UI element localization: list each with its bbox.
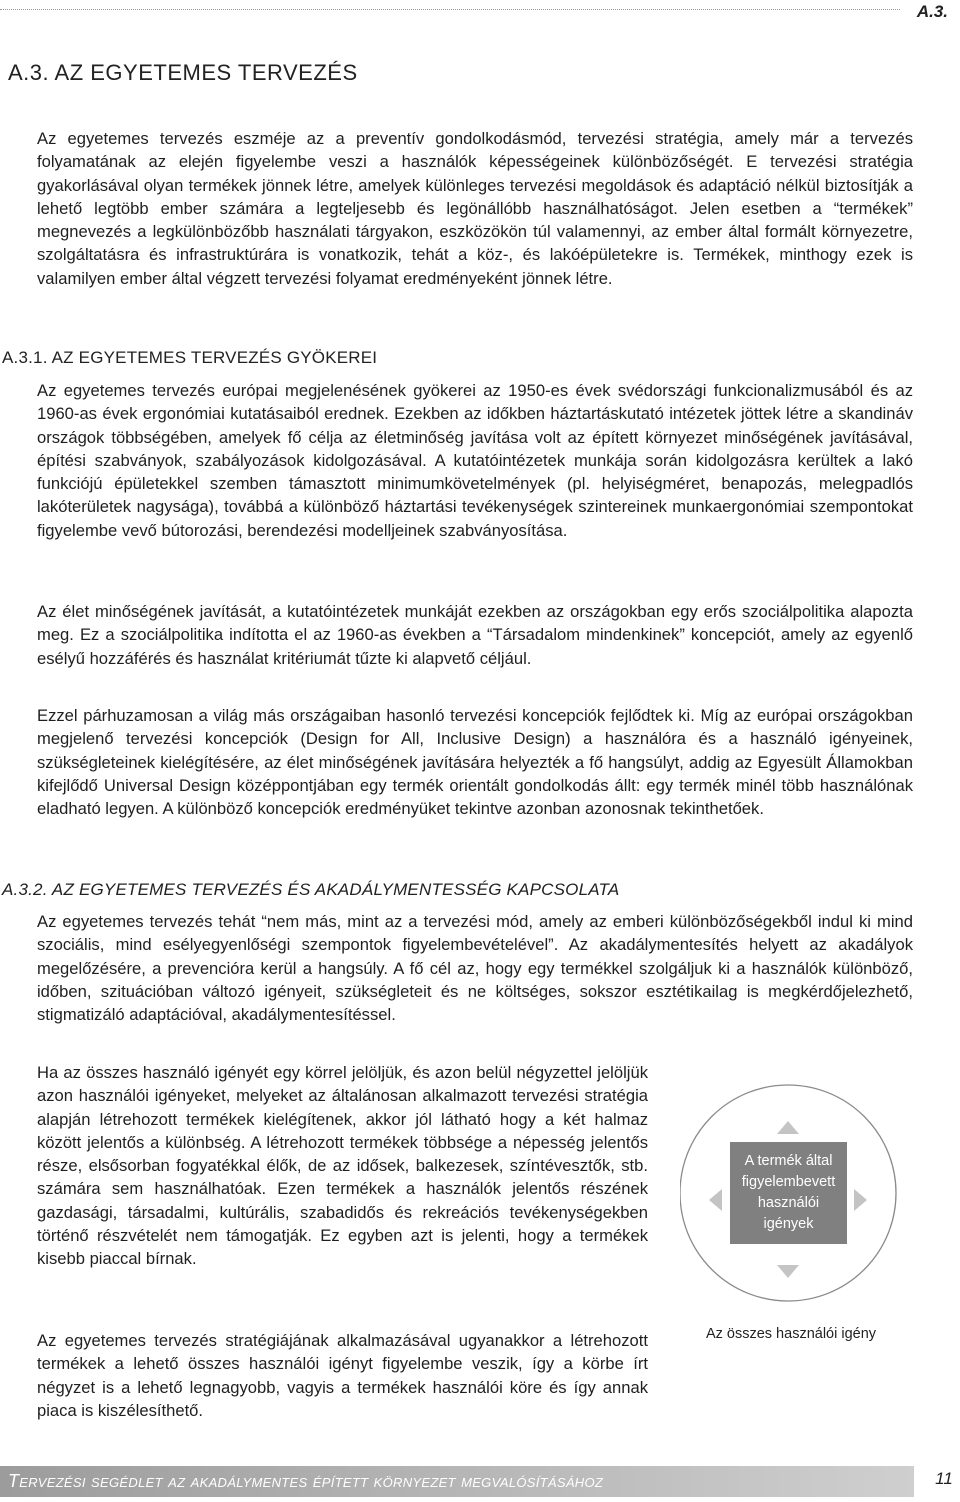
chapter-title: A.3. AZ EGYETEMES TERVEZÉS bbox=[8, 60, 358, 85]
section-heading-accessibility: A.3.2. AZ EGYETEMES TERVEZÉS ÉS AKADÁLYMENTESSÉG KAPCSOLATA bbox=[2, 880, 620, 899]
intro-paragraph: Az egyetemes tervezés eszméje az a preventív gondolkodásmód, tervezési stratégia, amely már a tervezés folyamatának az elején figyelembe veszi a használók képességeinek különbözőségét. E tervezési stratégia gyakorlásával olyan termékek jönnek létre, amelyek különleges tervezési megoldások és adaptáció nélkül biztosítják a lehető legtöbb ember számára a legteljesebb és legönállóbb használhatóságot. Jelen esetben a “termékek” megnevezés a legkülönbözőbb használati tárgyakon, eszközökön túl valamennyi, az ember által formált környezetre, szolgáltatásra és infrastruktúrára is vonatkozik, tehát a köz-, és lakóépületekre is. Termékek, minthogy ezek is valamilyen ember által végzett tervezési folyamat eredményeként jönnek létre. bbox=[37, 129, 913, 288]
section-heading-roots: A.3.1. AZ EGYETEMES TERVEZÉS GYÖKEREI bbox=[2, 348, 378, 367]
section1-paragraph-2: Az élet minőségének javítását, a kutatóintézetek munkáját ezekben az országokban egy erős szociálpolitika alapozta meg. Ez a szociálpolitika indította el az 1960-as években a “Társadalom mindenkinek” koncepciót, amely az egyenlő esélyű hozzáférés és használat kritériumát tűzte ki alapvető céljául. bbox=[37, 602, 913, 668]
section1-paragraph-3: Ezzel párhuzamosan a világ más országaiban hasonló tervezési koncepciók fejlődtek ki. Míg az európai országokban megjelenő tervezési koncepciók (Design for All, Inclusive Design) a használóra és a használó igényeinek, szükségleteinek kielégítésére, az élet minőségének javítására helyezték a fő hangsúlyt, addig az Egyesült Államokban kifejlődő Universal Design középpontjában egy termék orientált gondolkodás állt: egy termék minél több használónak eladható legyen. A különböző koncepciók eredményüket tekintve azonban azonosnak tekinthetőek. bbox=[37, 706, 913, 819]
section2-paragraph-2: Ha az összes használó igényét egy körrel jelöljük, és azon belül négyzettel jelöljük azon használói igényeket, melyeket az általánosan alkalmazott tervezési stratégia alapján létrehozott termékek kielégítenek, akkor jól látható hogy a két halmaz között jelentős a különbség. A létrehozott termékek többsége a népesség jelentős része, elsősorban fogyatékkal élők, de az idősek, balkezesek, színtévesztők, stb. számára sem használhatóak. Ezen termékek a használók jelentős részének gazdasági, társadalmi, kultúrális, szabadidős és rekreációs tevékenységekben történő részvételét nem támogatják. Ez egyben azt is jelenti, hogy a termékek kisebb piaccal bírnak. bbox=[37, 1063, 648, 1269]
section2-paragraph-1: Az egyetemes tervezés tehát “nem más, mint az a tervezési mód, amely az emberi különbözőségekből indul ki mind szociális, mind esélyegyenlőségi szempontok figyelembevételével”. Az akadálymentesítés helyett az akadályok megelőzésére, a prevencióra kerül a hangsúly. A fő cél az, hogy egy termékkel szolgáljuk ki a használók különböző, időben, szituációban változó igényeit, szükségleteit és ne költséges, sokszor esztétikailag is megkérdőjelezhető, stigmatizáló adaptációval, akadálymentesítéssel. bbox=[37, 912, 913, 1025]
running-head: A.3. bbox=[916, 2, 948, 21]
section1-paragraph-1: Az egyetemes tervezés európai megjelenésének gyökerei az 1950-es évek svédországi funkcionalizmusából és az 1960-as évek ergonómiai kutatásaiból erednek. Ezekben az időkben háztartáskutató intézetek jöttek létre a skandináv országok többségében, amelyek fő célja az életminőség javítása volt az épített környezet minőségének javításával, építési szabványok, szabályozások kidolgozásával. A kutatóintézetek munkája során kidolgozásra kerültek a lakó funkciójú épületekkel szemben támasztott minimumkövetelmények (pl. helyiségméret, benapozás, melegpadlós lakóterületek nagysága), továbbá a különböző háztartási tevékenységek szintereinek munkaergonómiai szempontokat figyelembe vevő bútorozási, berendezési modelljeinek szabványosítása. bbox=[37, 381, 913, 540]
header-rule bbox=[0, 9, 900, 10]
page-number: 11 bbox=[935, 1469, 953, 1488]
product-needs-square: A termék által figyelembevett használói igények bbox=[730, 1142, 847, 1244]
needs-diagram bbox=[680, 1065, 902, 1342]
figure-caption: Az összes használói igény bbox=[705, 1326, 877, 1342]
footer-bar bbox=[0, 1466, 914, 1497]
footer-title: Tervezési segédlet az akadálymentes épített környezet megvalósításához bbox=[8, 1471, 604, 1491]
section2-paragraph-3: Az egyetemes tervezés stratégiájának alkalmazásával ugyanakkor a létrehozott termékek a lehető összes használói igényt figyelembe veszik, így a körbe írt négyzet is a lehető legnagyobb, vagyis a termékek használói köre és így annak piaca is kiszélesíthető. bbox=[37, 1331, 648, 1420]
